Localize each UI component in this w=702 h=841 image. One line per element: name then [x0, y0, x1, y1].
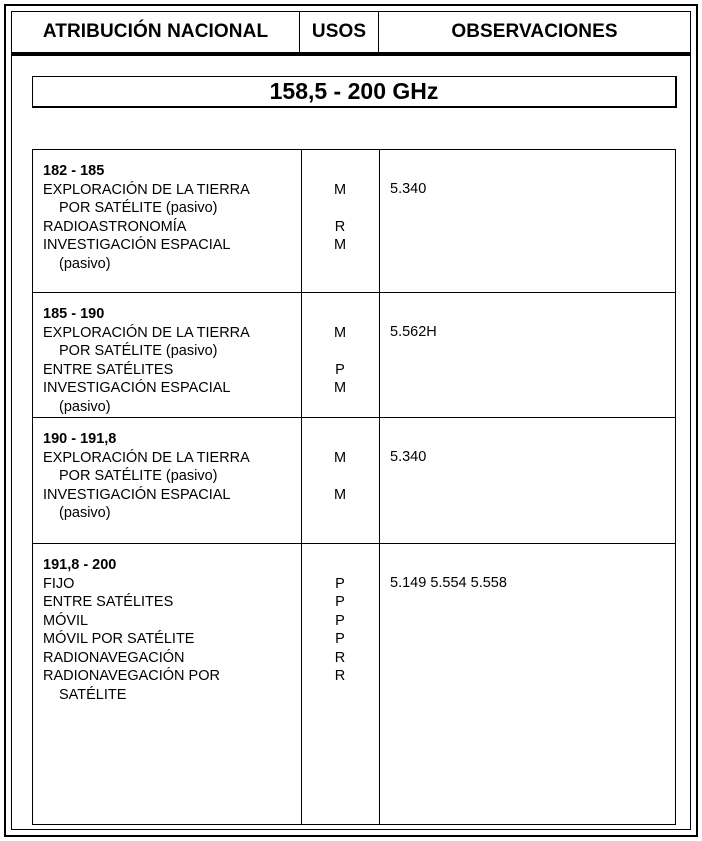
service-line: MÓVIL: [43, 612, 89, 629]
service-line: ENTRE SATÉLITES: [43, 361, 174, 378]
service-line: RADIOASTRONOMÍA: [43, 218, 187, 235]
frequency-band-title: 158,5 - 200 GHz: [32, 76, 677, 108]
use-code: [301, 504, 379, 523]
use-code: M: [333, 324, 347, 341]
allocation-row: [33, 544, 675, 824]
allocation-table: [32, 149, 676, 825]
use-code: M: [333, 449, 347, 466]
service-line: INVESTIGACIÓN ESPACIAL: [43, 237, 231, 253]
use-code: M: [333, 486, 347, 503]
use-code: P: [335, 575, 345, 592]
service-list: [43, 162, 298, 273]
use-code: [301, 686, 379, 705]
page-frame: [4, 4, 698, 837]
service-line: RADIONAVEGACIÓN: [43, 649, 185, 666]
frequency-range: 182 - 185: [43, 163, 105, 179]
service-list: [43, 305, 298, 416]
service-line: (pasivo): [59, 398, 111, 415]
observations-text: 5.562H: [390, 324, 437, 340]
table-header: [12, 12, 690, 56]
service-line: (pasivo): [59, 255, 111, 272]
service-line: SATÉLITE: [59, 686, 127, 703]
service-line: POR SATÉLITE (pasivo): [59, 468, 218, 484]
use-code: R: [334, 218, 346, 235]
allocation-row: [33, 293, 675, 418]
use-code: P: [335, 631, 345, 647]
observations-text: 5.340: [390, 449, 427, 465]
use-code: R: [334, 649, 346, 666]
header-atribucion-nacional: ATRIBUCIÓN NACIONAL: [12, 12, 300, 52]
header-observaciones: OBSERVACIONES: [451, 21, 618, 42]
use-code: P: [335, 594, 345, 610]
frequency-range: 185 - 190: [43, 306, 105, 322]
service-line: EXPLORACIÓN DE LA TIERRA: [43, 181, 250, 198]
use-code: [301, 255, 379, 274]
service-line: ENTRE SATÉLITES: [43, 594, 174, 610]
uses-column: [301, 556, 379, 704]
use-code: M: [333, 181, 347, 198]
service-line: MÓVIL POR SATÉLITE: [43, 631, 195, 647]
use-code: R: [334, 668, 346, 684]
service-line: INVESTIGACIÓN ESPACIAL: [43, 486, 231, 503]
service-line: EXPLORACIÓN DE LA TIERRA: [43, 449, 250, 466]
use-code: [301, 342, 379, 361]
use-code: P: [335, 612, 345, 629]
uses-column: [301, 162, 379, 273]
service-line: (pasivo): [59, 505, 111, 521]
use-code: M: [333, 237, 347, 253]
use-code: [301, 467, 379, 486]
use-code: [301, 398, 379, 417]
service-list: [43, 430, 298, 523]
service-line: POR SATÉLITE (pasivo): [59, 343, 218, 359]
service-line: POR SATÉLITE (pasivo): [59, 200, 218, 216]
uses-column: [301, 430, 379, 523]
allocation-row: [33, 150, 675, 293]
frequency-range: 191,8 - 200: [43, 557, 117, 573]
uses-column: [301, 305, 379, 416]
observations-text: 5.340: [390, 181, 427, 197]
service-line: EXPLORACIÓN DE LA TIERRA: [43, 324, 250, 341]
service-line: FIJO: [43, 575, 75, 592]
use-code: M: [333, 380, 347, 396]
use-code: [301, 199, 379, 218]
allocation-row: [33, 418, 675, 544]
frequency-range: 190 - 191,8: [43, 431, 117, 447]
header-usos: USOS: [300, 12, 379, 52]
service-line: RADIONAVEGACIÓN POR: [43, 668, 220, 684]
table-frame: [11, 11, 691, 830]
use-code: P: [335, 361, 345, 378]
service-list: [43, 556, 298, 704]
service-line: INVESTIGACIÓN ESPACIAL: [43, 380, 231, 396]
observations-text: 5.149 5.554 5.558: [390, 575, 507, 591]
